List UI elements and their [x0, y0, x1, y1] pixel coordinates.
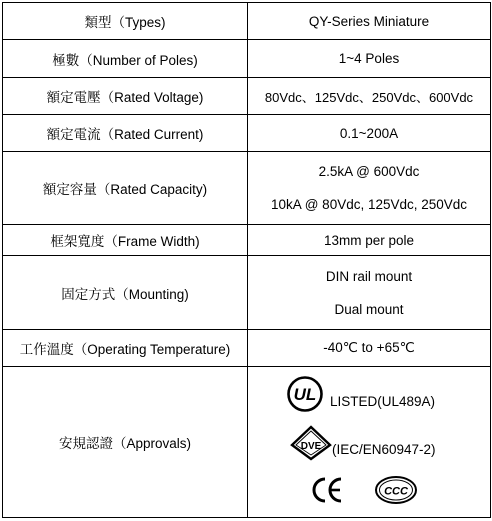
- row-value-current: 0.1~200A: [248, 115, 491, 152]
- row-label-capacity: 額定容量（Rated Capacity): [3, 152, 248, 225]
- ccc-mark-icon: [374, 475, 418, 505]
- row-value-temperature: -40℃ to +65℃: [248, 330, 491, 367]
- row-label-voltage: 額定電壓（Rated Voltage): [3, 78, 248, 115]
- mounting-value-1: DIN rail mount: [325, 268, 413, 284]
- row-label-poles: 極數（Number of Poles): [3, 40, 248, 78]
- row-label-approvals: 安規認證（Approvals): [3, 367, 248, 518]
- row-label-mounting: 固定方式（Mounting): [3, 256, 248, 330]
- table-row: [3, 40, 491, 78]
- spec-table: [2, 2, 491, 518]
- svg-text:DVE: DVE: [300, 441, 322, 452]
- vde-cert-row: [248, 425, 490, 461]
- ul-logo-icon: [286, 375, 324, 413]
- vde-standard-label: (IEC/EN60947-2): [332, 441, 436, 457]
- table-row: [3, 152, 491, 225]
- ce-mark-icon: [310, 475, 346, 505]
- row-value-frame-width: 13mm per pole: [248, 225, 491, 256]
- ul-cert-row: [248, 375, 490, 413]
- row-value-poles: 1~4 Poles: [248, 40, 491, 78]
- table-row: [3, 225, 491, 256]
- row-value-voltage: 80Vdc、125Vdc、250Vdc、600Vdc: [248, 78, 491, 115]
- row-value-approvals: [248, 367, 491, 518]
- capacity-value-2: 10kA @ 80Vdc, 125Vdc, 250Vdc: [270, 197, 468, 212]
- mounting-value-2: Dual mount: [334, 301, 404, 317]
- ce-ccc-row: [248, 475, 490, 505]
- row-value-types: QY-Series Miniature: [248, 3, 491, 40]
- vde-logo-icon: [290, 425, 332, 461]
- svg-text:CCC: CCC: [384, 485, 408, 498]
- row-value-mounting: [248, 256, 491, 330]
- table-row: [3, 367, 491, 518]
- capacity-value-1: 2.5kA @ 600Vdc: [318, 164, 420, 179]
- table-row: [3, 256, 491, 330]
- row-label-current: 額定電流（Rated Current): [3, 115, 248, 152]
- table-row: [3, 115, 491, 152]
- table-row: [3, 78, 491, 115]
- row-label-temperature: 工作溫度（Operating Temperature): [3, 330, 248, 367]
- row-value-capacity: [248, 152, 491, 225]
- table-row: [3, 330, 491, 367]
- svg-text:UL: UL: [293, 385, 317, 404]
- ul-listed-label: LISTED(UL489A): [330, 393, 436, 409]
- row-label-frame-width: 框架寬度（Frame Width): [3, 225, 248, 256]
- approvals-block: [248, 375, 490, 505]
- row-label-types: 類型（Types): [3, 3, 248, 40]
- table-row: [3, 3, 491, 40]
